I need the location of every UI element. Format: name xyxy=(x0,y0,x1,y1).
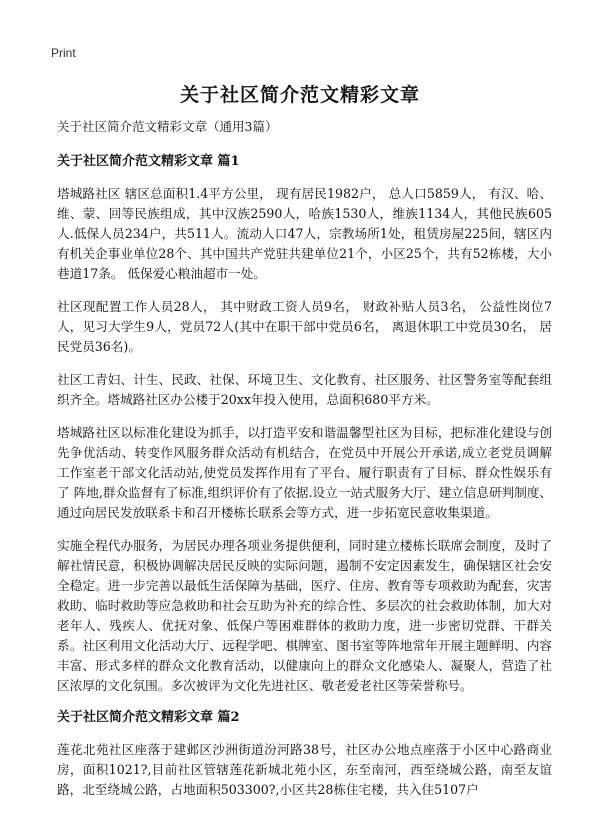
section-1 xyxy=(57,153,552,696)
print-label: Print xyxy=(51,46,76,60)
section-heading: 关于社区简介范文精彩文章 篇1 xyxy=(57,154,240,169)
section-2 xyxy=(57,709,552,800)
paragraph: 社区工青妇、计生、民政、社保、环境卫生、文化教育、社区服务、社区警务室等配套组织齐全。塔城路社区办公楼于20xx年投入使用，总面积680平方米。 xyxy=(57,372,552,407)
paragraph: 实施全程代办服务，为居民办理各项业务提供便利，同时建立楼栋长联席会制度，及时了解社情民意，积极协调解决居民反映的实际问题，遏制不安定因素发生，确保辖区社会安全稳定。进一步完善以最低生活保障为基础，医疗、住房、教育等专项救助为配套，灾害救助、临时救助等应急救助和社会互助为补充的综合性、多层次的社会救助体制，加大对老年人、残疾人、优抚对象、低保户等困难群体的救助力度，进一步密切党群、干群关系。社区利用文化活动大厅、远程学吧、棋牌室、图书室等阵地常年开展主题鲜明、内容丰富、形式多样的群众文化教育活动，以健康向上的群众文化感染人、凝聚人，营造了社区浓厚的文化氛围。多次被评为文化先进社区、敬老爱老社区等荣誉称号。 xyxy=(57,538,552,693)
paragraph: 社区现配置工作人员28人， 其中财政工资人员9名， 财政补贴人员3名， 公益性岗位7人，见习大学生9人，党员72人(其中在职干部中党员6名， 离退休职工中党员30名， 居民党员36名)。 xyxy=(57,299,552,354)
section-heading: 关于社区简介范文精彩文章 篇2 xyxy=(57,710,240,725)
document-body xyxy=(57,118,552,813)
paragraph: 莲花北苑社区座落于建邺区沙洲街道汾河路38号，社区办公地点座落于小区中心路商业房，面积1021?,目前社区管辖莲花新城北苑小区，东至南河，西至绕城公路，南至友谊路，北至绕城公路，占地面积503300?,小区共28栋住宅楼，共入住5107户 xyxy=(57,742,552,797)
document-title: 关于社区简介范文精彩文章 xyxy=(179,84,420,106)
paragraph: 塔城路社区 辖区总面积1.4平方公里， 现有居民1982户， 总人口5859人， 有汉、哈、维、蒙、回等民族组成，其中汉族2590人，哈族1530人，维族1134人，其他民族605人.低保人员234户，共511人。流动人口47人，宗教场所1处，租赁房屋225间，辖区内有机关企事业单位28个、其中国共产党驻共建单位21个，小区25个，共有52栋楼，大小巷道17条。 低保爱心粮油超市一处。 xyxy=(57,186,552,281)
document-subtitle: 关于社区简介范文精彩文章（通用3篇） xyxy=(57,119,278,134)
paragraph: 塔城路社区以标准化建设为抓手，以打造平安和谐温馨型社区为目标，把标准化建设与创先争优活动、转变作风服务群众活动有机结合，在党员中开展公开承诺,成立老党员调解工作室老干部文化活动站,使党员发挥作用有了平台、履行职责有了目标、群众性娱乐有了 阵地,群众监督有了标准,组织评价有了依据.设立一站式服务大厅、建立信息研判制度、通过向居民发放联系卡和召开楼栋长联系会等方式，进一步拓宽民意收集渠道。 xyxy=(57,425,552,520)
